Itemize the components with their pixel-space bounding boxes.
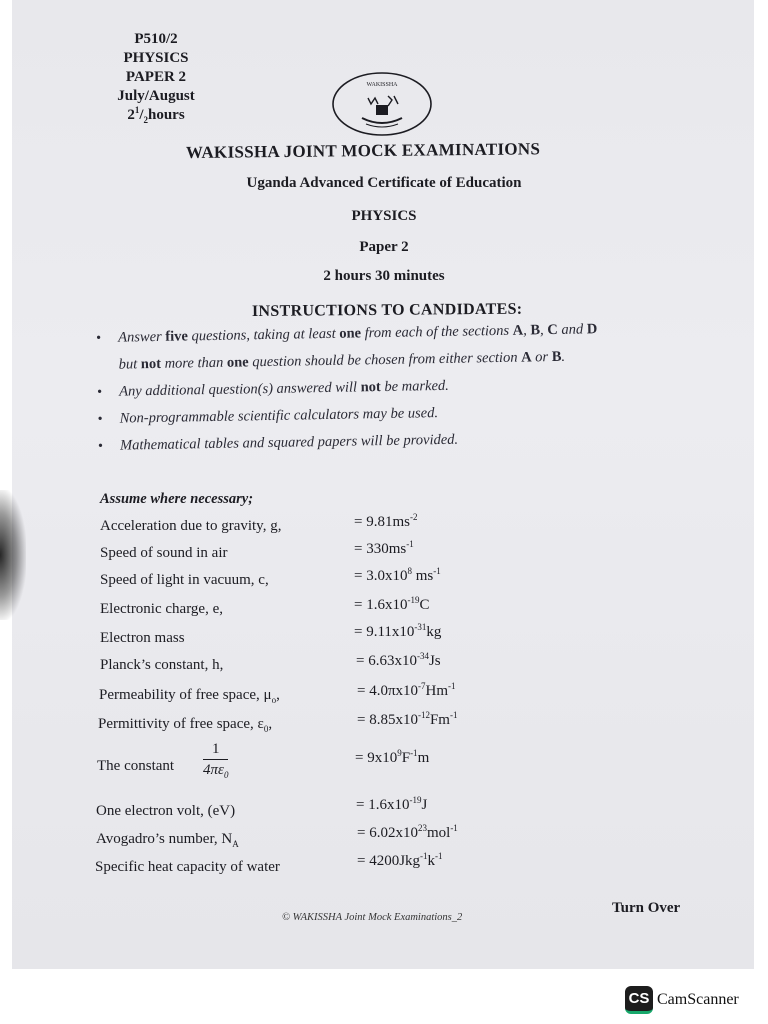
subject-code: PHYSICS — [123, 50, 189, 66]
instruction-item: • Any additional question(s) answered will not be marked. — [97, 369, 687, 406]
constant-label: Electron mass — [100, 630, 185, 646]
exam-paper: Paper 2 — [359, 239, 409, 255]
duration-short: $2^1/_2hours$ — [127, 105, 185, 125]
constant-label: Speed of light in vacuum, c, — [100, 572, 269, 588]
camscanner-icon: CS — [625, 986, 653, 1014]
paper-number: PAPER 2 — [125, 69, 187, 85]
turn-over-label: Turn Over — [612, 900, 681, 916]
header-codes — [108, 30, 204, 125]
instructions-title: INSTRUCTIONS TO CANDIDATES: — [251, 300, 523, 320]
constant-value: = $6.63x10^{-34}Js$ — [356, 651, 441, 669]
constant-value: = $9x10^9F^{-1}m$ — [355, 748, 430, 766]
constant-label: Speed of sound in air — [100, 545, 228, 561]
constant-value: = $6.02x10^{23}mol^{-1}$ — [357, 823, 458, 841]
constant-value: = $330ms^{-1}$ — [354, 539, 414, 557]
instructions-list — [96, 315, 688, 460]
constant-value: = $8.85x10^{-12}Fm^{-1}$ — [357, 710, 458, 728]
exam-title: WAKISSHA JOINT MOCK EXAMINATIONS — [185, 139, 541, 162]
constant-fraction: $\frac{1}{4\pi\varepsilon_0}$ — [203, 741, 229, 780]
exam-period: July/August — [117, 88, 195, 104]
constant-value: = $1.6x10^{-19}C$ — [354, 595, 430, 613]
exam-subject: PHYSICS — [351, 208, 417, 224]
instruction-item: • Answer five questions, taking at least one from each of the sections A, B, C and D but not more than one question should be chosen from either section A or B. — [96, 315, 687, 379]
camscanner-watermark — [625, 986, 739, 1014]
instruction-item: • Mathematical tables and squared papers will be provided. — [98, 423, 688, 460]
constant-value: = $1.6x10^{-19}J$ — [356, 795, 428, 813]
constant-label: Permittivity of free space, $\varepsilon_0$, — [98, 716, 273, 734]
page-footer: © WAKISSHA Joint Mock Examinations_2 — [282, 912, 463, 923]
exam-duration: 2 hours 30 minutes — [323, 268, 445, 284]
constant-label: Avogadro’s number, $N_A$ — [96, 831, 239, 849]
constant-value: = $4.0\pi x10^{-7}Hm^{-1}$ — [357, 681, 456, 699]
constant-value: = $9.81ms^{-2}$ — [354, 512, 418, 530]
constant-label: Specific heat capacity of water — [95, 859, 280, 875]
paper-code: P510/2 — [134, 31, 178, 47]
constant-label: The constant — [97, 758, 175, 774]
instruction-item: • Non-programmable scientific calculators may be used. — [97, 396, 687, 433]
constant-label: Permeability of free space, $\mu_o$, — [99, 687, 280, 705]
camscanner-label: CamScanner — [657, 991, 739, 1008]
constant-label: Electronic charge, e, — [100, 601, 223, 617]
constant-label: Planck’s constant, h, — [100, 657, 224, 673]
constant-value: = $3.0x10^8$ $ms^{-1}$ — [354, 566, 441, 584]
constant-value: = $4200Jkg^{-1}k^{-1}$ — [357, 851, 443, 869]
constant-value: = $9.11x10^{-31}kg$ — [354, 622, 442, 640]
logo-text: WAKISSHA — [366, 82, 398, 88]
exam-subtitle: Uganda Advanced Certificate of Education — [246, 175, 522, 191]
school-crest-icon — [332, 72, 432, 136]
assume-heading: Assume where necessary; — [100, 491, 254, 507]
constant-label: Acceleration due to gravity, g, — [100, 518, 282, 534]
scan-shadow — [0, 490, 26, 620]
constant-label: One electron volt, (eV) — [96, 803, 236, 819]
